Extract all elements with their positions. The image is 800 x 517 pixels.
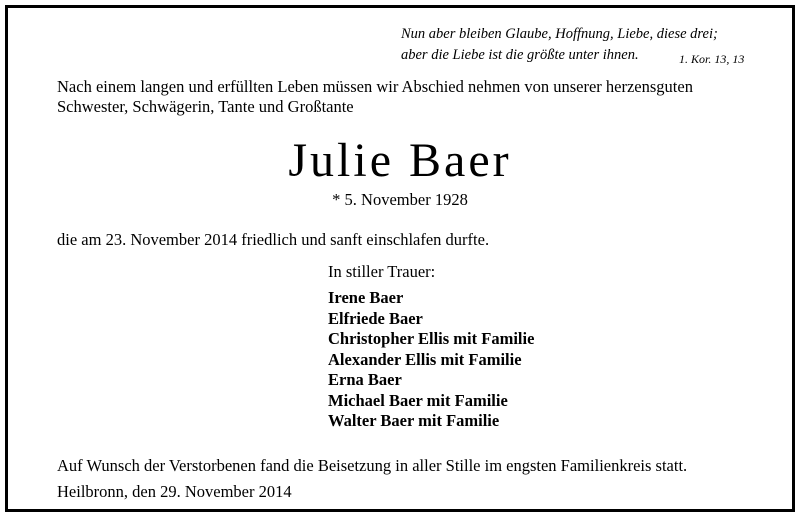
mourner-item: Irene Baer xyxy=(328,288,404,307)
mourner-item: Walter Baer mit Familie xyxy=(328,411,500,430)
mourner-item: Erna Baer xyxy=(328,370,402,389)
intro-line-1: Nach einem langen und erfüllten Leben müssen wir Abschied nehmen von unserer herzensguten xyxy=(57,77,693,96)
quote-reference: 1. Kor. 13, 13 xyxy=(679,52,745,66)
death-line: die am 23. November 2014 friedlich und sanft einschlafen durfte. xyxy=(57,230,490,249)
mourning-label: In stiller Trauer: xyxy=(328,262,436,281)
place-date: Heilbronn, den 29. November 2014 xyxy=(57,482,292,501)
mourner-item: Alexander Ellis mit Familie xyxy=(328,349,522,369)
mourner-item: Christopher Ellis mit Familie xyxy=(328,329,535,348)
quote-line-2: aber die Liebe ist die größte unter ihnen. xyxy=(401,47,639,63)
quote-line-1: Nun aber bleiben Glaube, Hoffnung, Liebe, diese drei; xyxy=(401,26,718,42)
mourner-item: Michael Baer mit Familie xyxy=(328,390,508,410)
mourner-item: Elfriede Baer xyxy=(328,308,423,328)
intro-line-2: Schwester, Schwägerin, Tante und Großtante xyxy=(57,97,354,116)
bible-quote xyxy=(401,24,718,66)
deceased-name: Julie Baer xyxy=(288,134,512,187)
mourner-list xyxy=(328,288,534,432)
burial-note: Auf Wunsch der Verstorbenen fand die Beisetzung in aller Stille im engsten Familienkreis statt. xyxy=(57,456,688,475)
intro-text xyxy=(57,77,767,117)
birth-date: * 5. November 1928 xyxy=(332,190,468,209)
